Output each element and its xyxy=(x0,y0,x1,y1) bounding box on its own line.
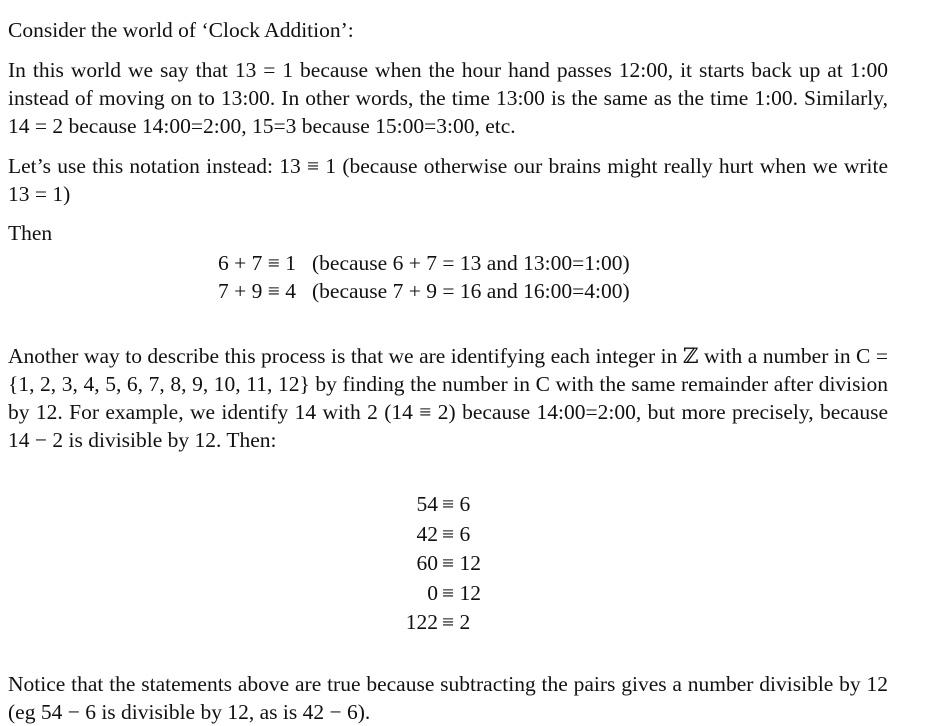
equation-row xyxy=(196,277,888,305)
congruence-rhs: ≡ 2 xyxy=(442,610,471,634)
congruence-row xyxy=(400,579,888,609)
notation-paragraph: Let’s use this notation instead: 13 ≡ 1 (because otherwise our brains might really hurt when we write 13 = 1) xyxy=(8,154,888,206)
congruence-row xyxy=(400,549,888,579)
equation-reason: (because 6 + 7 = 13 and 13:00=1:00) xyxy=(312,251,630,275)
identification-paragraph: Another way to describe this process is that we are identifying each integer in ℤ with a number in C = {1, 2, 3, 4, 5, 6, 7, 8, 9, 10, 11, 12} by finding the number in C with the same remainder after division by 12. For example, we identify 14 with 2 (14 ≡ 2) because 14:00=2:00, but more precisely, because 14 − 2 is divisible by 12. Then: xyxy=(8,344,888,452)
congruence-row xyxy=(400,490,888,520)
congruence-rhs: ≡ 6 xyxy=(442,492,471,516)
congruence-lhs: 54 xyxy=(416,492,438,516)
congruence-lhs: 122 xyxy=(405,610,438,634)
clock-world-paragraph: In this world we say that 13 = 1 because when the hour hand passes 12:00, it starts back up at 1:00 instead of moving on to 13:00. In other words, the time 13:00 is the same as the time 1:00. Similarly, 14 = 2 because 14:00=2:00, 15=3 because 15:00=3:00, etc. xyxy=(8,58,888,138)
equation-lhs: 7 + 9 ≡ 4 xyxy=(217,279,296,303)
congruence-row xyxy=(400,520,888,550)
equation-lhs: 6 + 7 ≡ 1 xyxy=(217,251,296,275)
intro-paragraph: Consider the world of ‘Clock Addition’: xyxy=(8,18,354,42)
congruence-rhs: ≡ 12 xyxy=(442,580,482,605)
congruence-lhs: 60 xyxy=(416,551,438,575)
congruence-row xyxy=(400,608,888,638)
notice-paragraph: Notice that the statements above are true because subtracting the pairs gives a number divisible by 12 (eg 54 − 6 is divisible by 12, as is 42 − 6). xyxy=(8,671,888,724)
then-paragraph: Then xyxy=(8,221,53,245)
congruence-lhs: 0 xyxy=(427,580,438,605)
equation-row xyxy=(196,249,888,277)
addition-equations xyxy=(196,249,888,305)
equation-reason: (because 7 + 9 = 16 and 16:00=4:00) xyxy=(312,279,630,303)
congruence-rhs: ≡ 12 xyxy=(442,551,482,575)
document-body xyxy=(8,16,888,726)
congruence-rhs: ≡ 6 xyxy=(442,521,471,546)
congruence-list xyxy=(400,490,888,638)
congruence-lhs: 42 xyxy=(416,521,438,546)
